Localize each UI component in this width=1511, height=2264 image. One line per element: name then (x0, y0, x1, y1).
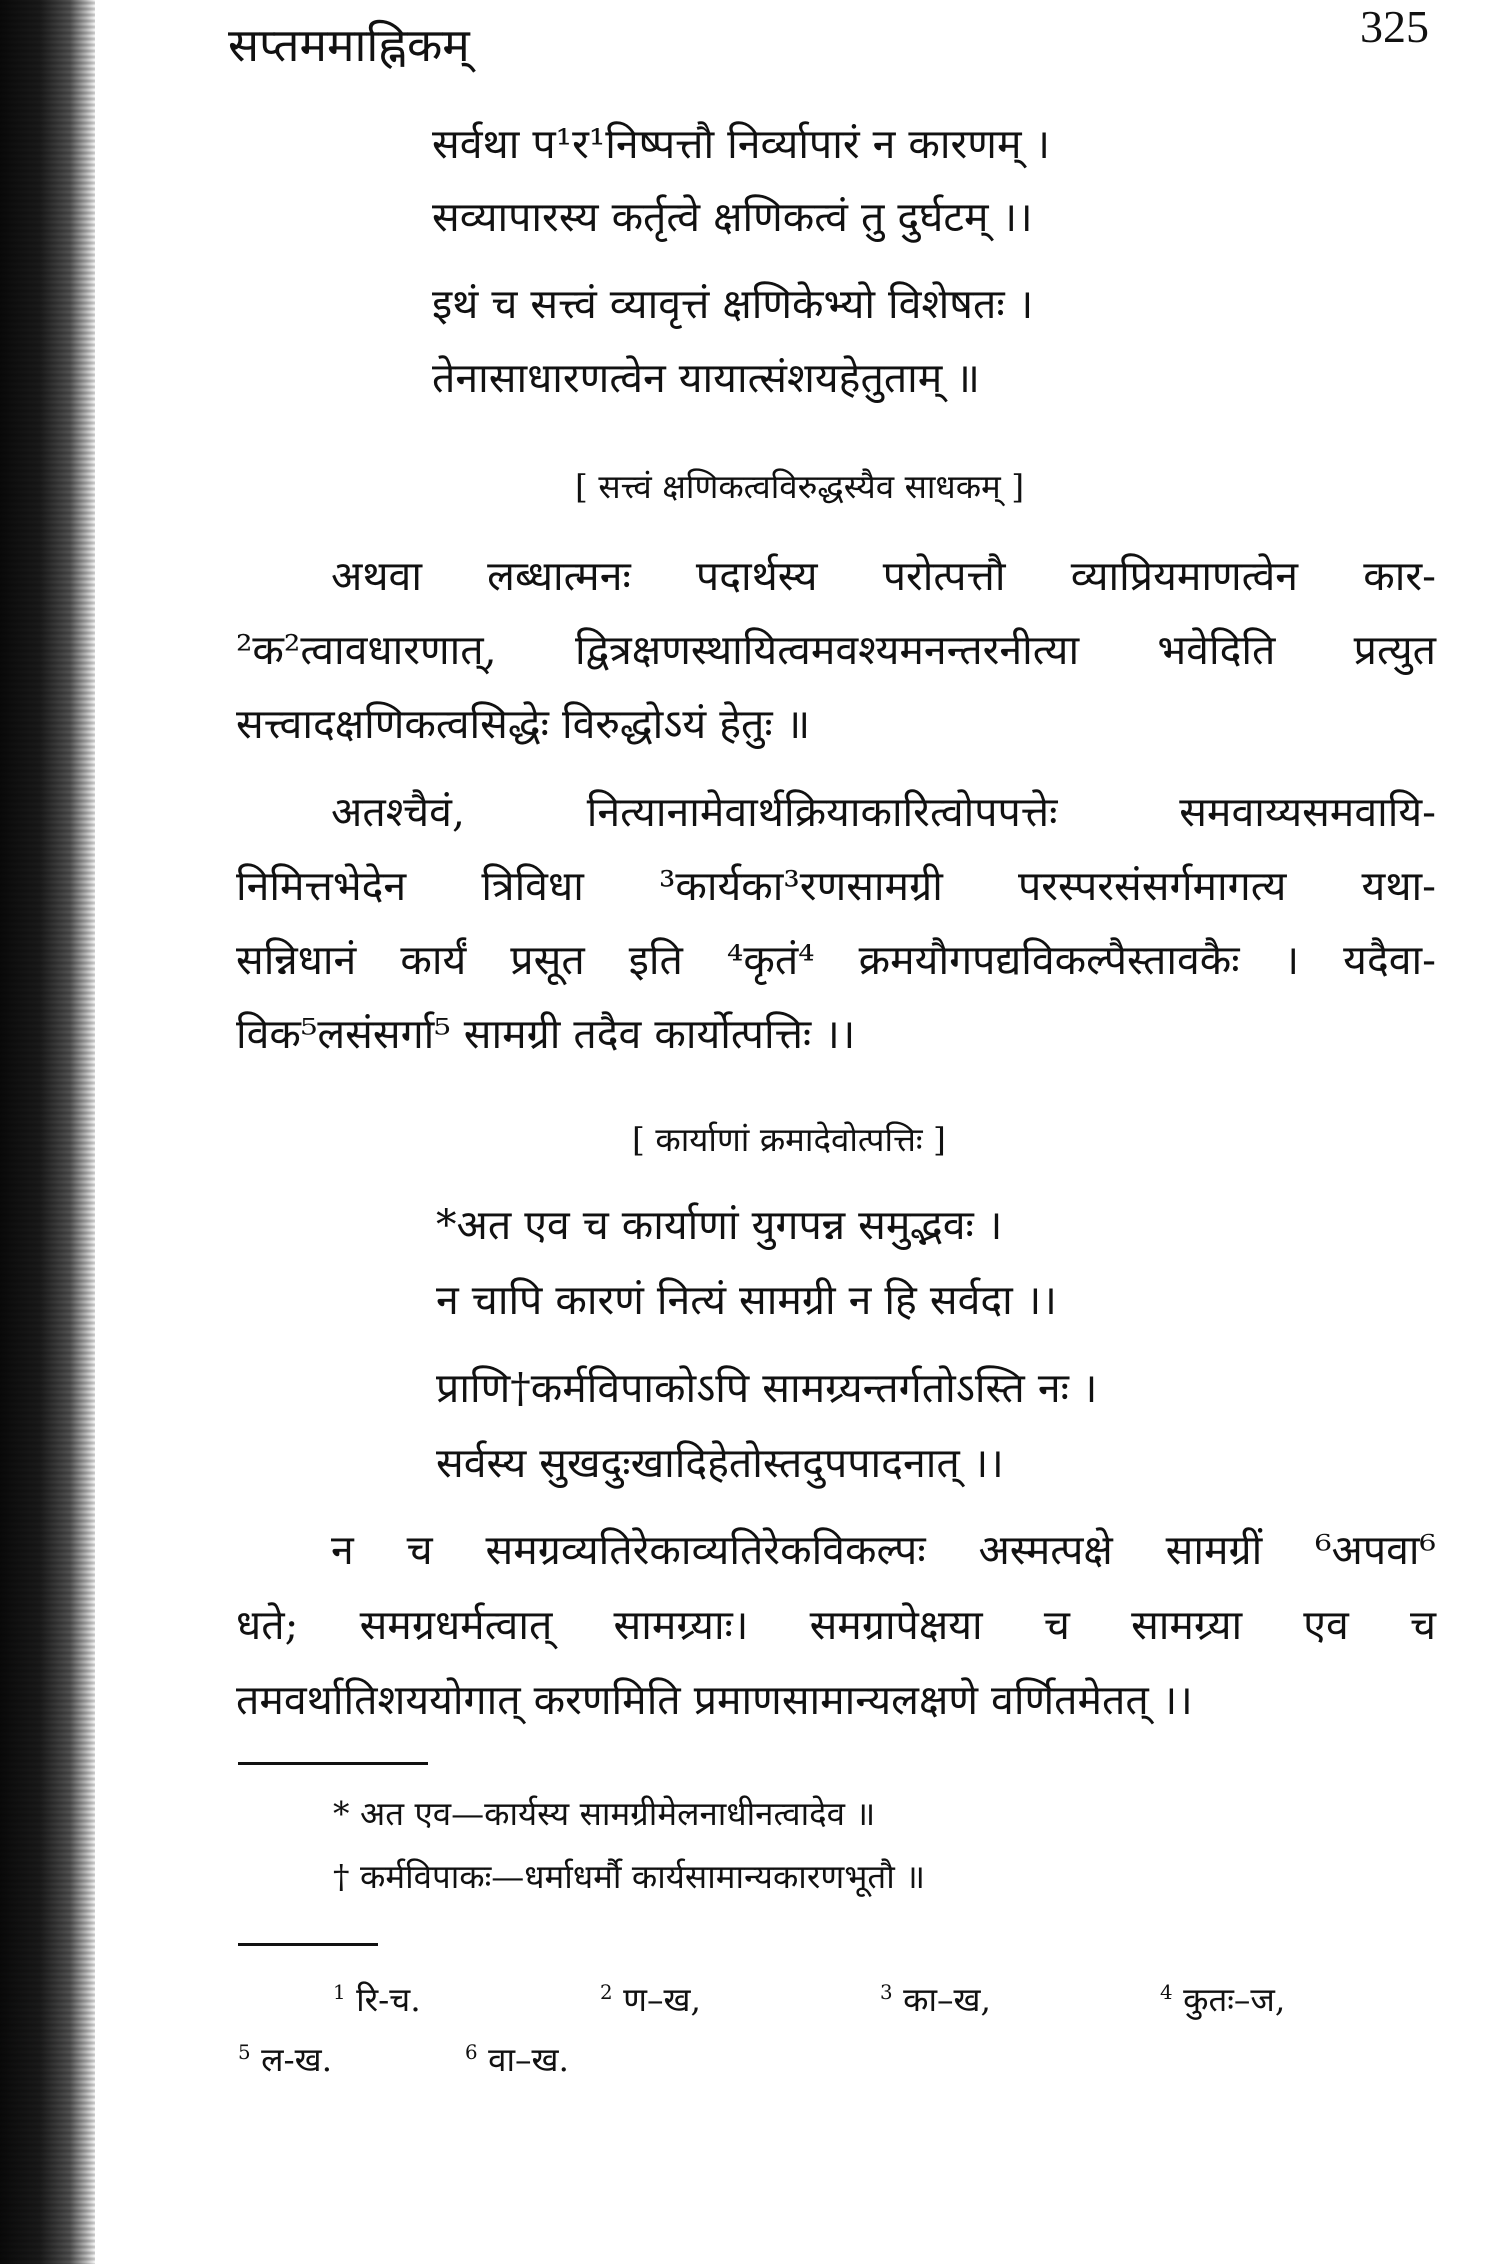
variant-reading (238, 2040, 333, 2079)
paragraph-line: सत्त्वादक्षणिकत्वसिद्धेः विरुद्धोऽयं हेतुः ॥ (236, 700, 811, 748)
variant-text: वा–ख. (488, 2040, 569, 2079)
footnote-rule (238, 1762, 428, 1765)
variant-reading (465, 2040, 569, 2079)
variant-reading (333, 1980, 421, 2019)
variant-text: कुतः–ज, (1183, 1980, 1286, 2019)
variant-reading (880, 1980, 991, 2019)
paragraph-line: विक⁵लसंसर्गा⁵ सामग्री तदैव कार्योत्पत्तिः ।। (236, 1010, 856, 1058)
footnote-rule (238, 1943, 378, 1946)
page-number: 325 (1360, 1, 1429, 52)
paragraph-line: न च समग्रव्यतिरेकाव्यतिरेकविकल्पः अस्मत्पक्षे सामग्रीं ⁶अपवा⁶ (331, 1526, 1436, 1574)
verse-line: *अत एव च कार्याणां युगपन्न समुद्भवः । (436, 1201, 1003, 1249)
paragraph-line: अतश्चैवं, नित्यानामेवार्थक्रियाकारित्वोपपत्तेः समवाय्यसमवायि- (331, 788, 1436, 836)
variant-text: का–ख, (903, 1980, 991, 2019)
paragraph-line: धते; समग्रधर्मत्वात् सामग्र्याः। समग्रापेक्षया च सामग्र्या एव च (236, 1601, 1436, 1649)
section-heading: [ सत्त्वं क्षणिकत्वविरुद्धस्यैव साधकम् ] (575, 467, 1025, 506)
verse-line: तेनासाधारणत्वेन यायात्संशयहेतुताम् ॥ (432, 354, 980, 402)
verse-line: सव्यापारस्य कर्तृत्वे क्षणिकत्वं तु दुर्घटम् ।। (432, 193, 1033, 241)
variant-mark: 3 (880, 1981, 893, 2004)
binding-shadow (0, 0, 95, 2264)
paragraph-line: तमवर्थातिशययोगात् करणमिति प्रमाणसामान्यलक्षणे वर्णितमेतत् ।। (236, 1676, 1193, 1724)
verse-line: सर्वथा प¹र¹निष्पत्तौ निर्व्यापारं न कारणम् । (432, 120, 1051, 168)
verse-line: न चापि कारणं नित्यं सामग्री न हि सर्वदा ।। (436, 1276, 1057, 1324)
paragraph-line: अथवा लब्धात्मनः पदार्थस्य परोत्पत्तौ व्याप्रियमाणत्वेन कार- (331, 552, 1436, 600)
verse-line: इथं च सत्त्वं व्यावृत्तं क्षणिकेभ्यो विशेषतः । (432, 280, 1034, 328)
verse-line: सर्वस्य सुखदुःखादिहेतोस्तदुपपादनात् ।। (436, 1439, 1004, 1487)
section-heading: [ कार्याणां क्रमादेवोत्पत्तिः ] (632, 1120, 946, 1159)
paragraph-line: सन्निधानं कार्यं प्रसूत इति ⁴कृतं⁴ क्रमयौगपद्यविकल्पैस्तावकैः । यदैवा- (236, 936, 1436, 984)
paragraph-line: ²क²त्वावधारणात्, द्वित्रक्षणस्थायित्वमवश्यमनन्तरनीत्या भवेदिति प्रत्युत (236, 626, 1436, 674)
variant-text: ल-ख. (261, 2040, 333, 2079)
paragraph-line: निमित्तभेदेन त्रिविधा ³कार्यका³रणसामग्री परस्परसंसर्गमागत्य यथा- (236, 862, 1436, 910)
variant-mark: 1 (333, 1981, 346, 2004)
variant-mark: 5 (238, 2041, 251, 2064)
footnote: † कर्मविपाकः—धर्माधर्मौ कार्यसामान्यकारणभूतौ ॥ (333, 1857, 926, 1896)
footnote: * अत एव—कार्यस्य सामग्रीमेलनाधीनत्वादेव ॥ (333, 1794, 876, 1833)
verse-line: प्राणि†कर्मविपाकोऽपि सामग्र्यन्तर्गतोऽस्ति नः । (436, 1364, 1098, 1412)
variant-mark: 2 (600, 1981, 613, 2004)
variant-text: ण–ख, (623, 1980, 701, 2019)
variant-text: रि-च. (356, 1980, 421, 2019)
running-title: सप्तममाह्निकम् (228, 18, 470, 72)
variant-reading (600, 1980, 701, 2019)
variant-mark: 6 (465, 2041, 478, 2064)
variant-mark: 4 (1160, 1981, 1173, 2004)
variant-reading (1160, 1980, 1286, 2019)
